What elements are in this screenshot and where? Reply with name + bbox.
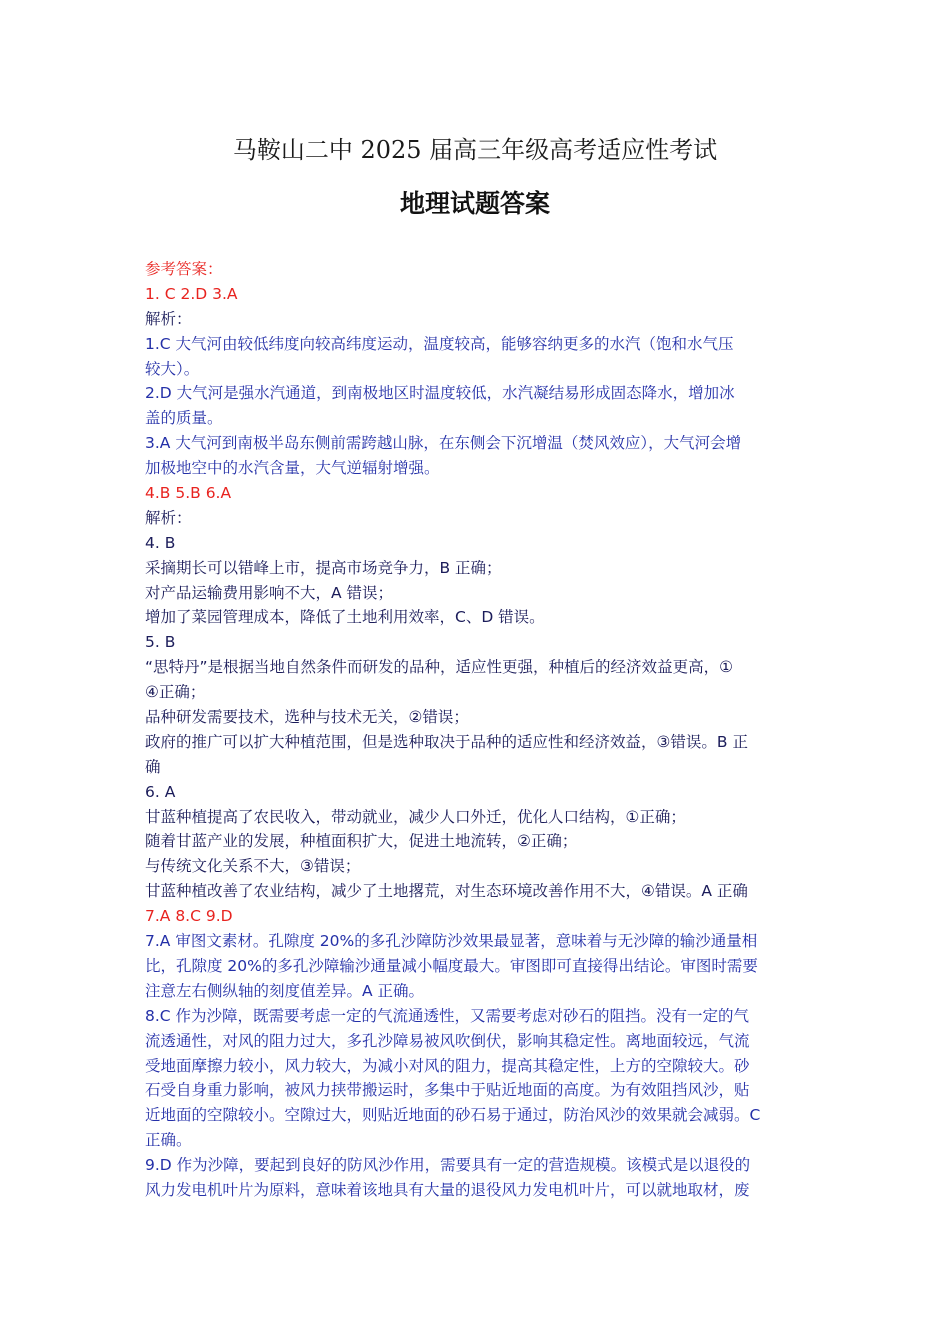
text-line: 近地面的空隙较小。空隙过大，则贴近地面的砂石易于通过，防治风沙的效果就会减弱。C [145, 1106, 761, 1125]
text-line: 7.A 审图文素材。孔隙度 20%的多孔沙障防沙效果最显著，意味着与无沙障的输沙通量相 [145, 932, 758, 951]
text-line: 与传统文化关系不大，③错误； [145, 857, 361, 876]
text-line: 增加了菜园管理成本，降低了土地利用效率，C、D 错误。 [145, 608, 545, 627]
text-line: 加极地空中的水汽含量，大气逆辐射增强。 [145, 459, 440, 478]
text-line: “思特丹”是根据当地自然条件而研发的品种，适应性更强，种植后的经济效益更高，① [145, 658, 733, 677]
text-line: 石受自身重力影响，被风力挟带搬运时，多集中于贴近地面的高度。为有效阻挡风沙，贴 [145, 1081, 750, 1100]
text-line: 采摘期长可以错峰上市，提高市场竞争力，B 正确； [145, 558, 502, 577]
text-line: 4.B 5.B 6.A [145, 484, 232, 503]
answer-body [145, 257, 810, 1203]
text-line: 6. A [145, 782, 176, 801]
text-line: 随着甘蓝产业的发展，种植面积扩大，促进土地流转，②正确； [145, 832, 578, 851]
text-line: 风力发电机叶片为原料，意味着该地具有大量的退役风力发电机叶片，可以就地取材，废 [145, 1180, 750, 1199]
text-line: 甘蓝种植改善了农业结构，减少了土地撂荒，对生态环境改善作用不大，④错误。A 正确 [145, 882, 748, 901]
text-line: 确 [145, 757, 161, 776]
text-line: 3.A 大气河到南极半岛东侧前需跨越山脉，在东侧会下沉增温（焚风效应），大气河会增 [145, 434, 742, 453]
exam-title: 马鞍山二中 2025 届高三年级高考适应性考试 [232, 136, 718, 164]
text-line: ④正确； [145, 683, 206, 702]
text-line: 甘蓝种植提高了农民收入，带动就业，减少人口外迁，优化人口结构，①正确； [145, 807, 686, 826]
text-line: 流透通性，对风的阻力过大，多孔沙障易被风吹倒伏，影响其稳定性。离地面较远，气流 [145, 1031, 750, 1050]
text-line: 1.C 大气河由较低纬度向较高纬度运动，温度较高，能够容纳更多的水汽（饱和水气压 [145, 334, 734, 353]
text-line: 5. B [145, 633, 176, 652]
text-line: 1. C 2.D 3.A [145, 284, 238, 303]
text-line: 较大）。 [145, 359, 200, 378]
text-line: 比，孔隙度 20%的多孔沙障输沙通量减小幅度最大。审图即可直接得出结论。审图时需要 [145, 956, 758, 975]
text-line: 受地面摩擦力较小，风力较大，为减小对风的阻力，提高其稳定性，上方的空隙较大。砂 [145, 1056, 750, 1075]
text-line: 正确。 [145, 1131, 192, 1150]
text-line: 品种研发需要技术，选种与技术无关，②错误； [145, 708, 469, 727]
text-line: 对产品运输费用影响不大，A 错误； [145, 583, 394, 602]
text-line: 8.C 作为沙障，既需要考虑一定的气流通透性，又需要考虑对砂石的阻挡。没有一定的气 [145, 1006, 750, 1025]
text-line: 注意左右侧纵轴的刻度值差异。A 正确。 [145, 981, 425, 1000]
text-line: 9.D 作为沙障，要起到良好的防风沙作用，需要具有一定的营造规模。该模式是以退役的 [145, 1156, 751, 1175]
text-line: 盖的质量。 [145, 409, 223, 428]
answer-title: 地理试题答案 [399, 189, 550, 218]
text-line: 参考答案： [145, 260, 223, 278]
text-line: 2.D 大气河是强水汽通道，到南极地区时温度较低，水汽凝结易形成固态降水，增加冰 [145, 384, 735, 403]
text-line: 解析： [145, 508, 192, 527]
text-line: 4. B [145, 533, 176, 552]
text-line: 7.A 8.C 9.D [145, 907, 233, 926]
text-line: 政府的推广可以扩大种植范围，但是选种取决于品种的适应性和经济效益，③错误。B 正 [145, 732, 748, 751]
text-line: 解析： [145, 309, 192, 328]
